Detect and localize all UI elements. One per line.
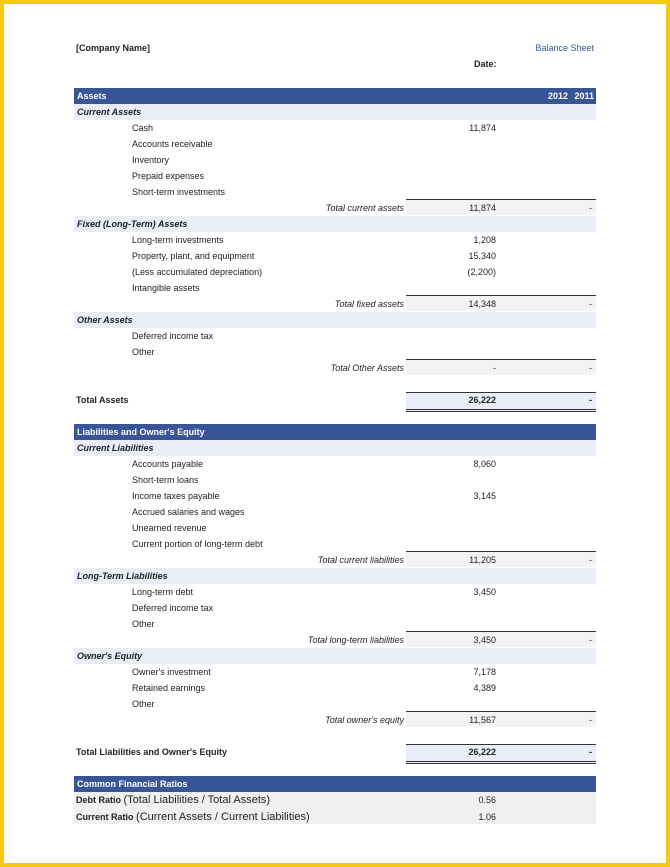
ratio-formula: (Total Liabilities / Total Assets) — [123, 794, 271, 806]
current-assets-section — [74, 104, 596, 120]
row-value-2012: 7,178 — [473, 667, 496, 677]
row-label: Cash — [132, 123, 154, 133]
assets-header-bar — [74, 88, 596, 104]
total-assets-2011: - — [589, 395, 592, 405]
row-value-2012: 8,060 — [473, 459, 496, 469]
total-value-2012: - — [493, 363, 496, 373]
liabilities-header-bar — [74, 424, 596, 440]
ratio-value: 1.06 — [478, 812, 496, 822]
total-liabilities-equity-label: Total Liabilities and Owner's Equity — [76, 747, 227, 757]
year-2012-header: 2012 — [547, 91, 568, 101]
row-label: Retained earnings — [132, 683, 206, 693]
section-title: Current Assets — [77, 107, 142, 117]
row-label: Long-term investments — [132, 235, 224, 245]
year-2011-header: 2011 — [574, 91, 594, 101]
fixed-assets-section — [74, 216, 596, 232]
long-term-liabilities-section — [74, 568, 596, 584]
row-label: Income taxes payable — [132, 491, 220, 501]
row-label: Accounts receivable — [132, 139, 213, 149]
current-liabilities-section — [74, 440, 596, 456]
section-title: Other Assets — [77, 315, 133, 325]
company-name: [Company Name] — [76, 43, 151, 53]
total-label: Total current assets — [325, 203, 404, 213]
row-label: Long-term debt — [132, 587, 194, 597]
row-label: Owner's investment — [132, 667, 211, 677]
total-liabilities-equity-2011: - — [589, 747, 592, 757]
total-label: Total long-term liabilities — [307, 635, 404, 645]
total-value-2011: - — [589, 299, 592, 309]
total-value-2011: - — [589, 555, 592, 565]
total-assets-2012: 26,222 — [468, 395, 496, 405]
row-label: Other — [132, 347, 155, 357]
row-value-2012: (2,200) — [467, 267, 496, 277]
total-value-2011: - — [589, 635, 592, 645]
total-value-2011: - — [589, 203, 592, 213]
total-value-2011: - — [589, 715, 592, 725]
total-label: Total fixed assets — [334, 299, 404, 309]
total-assets-label: Total Assets — [76, 395, 129, 405]
other-assets-section — [74, 312, 596, 328]
owners-equity-section — [74, 648, 596, 664]
total-value-2011: - — [589, 363, 592, 373]
total-label: Total Other Assets — [330, 363, 404, 373]
liabilities-header: Liabilities and Owner's Equity — [77, 427, 205, 437]
section-title: Owner's Equity — [77, 651, 143, 661]
row-value-2012: 3,145 — [473, 491, 496, 501]
total-label: Total current liabilities — [317, 555, 404, 565]
document-title: Balance Sheet — [535, 43, 594, 53]
total-value-2012: 11,567 — [469, 715, 496, 725]
ratio-row — [76, 810, 310, 824]
ratio-row — [76, 793, 270, 807]
row-label: Current portion of long-term debt — [132, 539, 263, 549]
row-label: Other — [132, 619, 155, 629]
total-value-2012: 14,348 — [468, 299, 496, 309]
row-label: Other — [132, 699, 155, 709]
total-label: Total owner's equity — [325, 715, 404, 725]
assets-header: Assets — [77, 91, 107, 101]
ratio-formula: (Current Assets / Current Liabilities) — [136, 811, 310, 823]
section-title: Fixed (Long-Term) Assets — [77, 219, 188, 229]
row-value-2012: 11,874 — [469, 123, 496, 133]
total-value-2012: 11,874 — [469, 203, 496, 213]
ratio-name: Current Ratio — [76, 812, 134, 822]
ratio-name: Debt Ratio — [76, 795, 121, 805]
row-label: Short-term loans — [132, 475, 199, 485]
section-title: Long-Term Liabilities — [77, 571, 168, 581]
row-label: (Less accumulated depreciation) — [132, 267, 263, 277]
row-label: Deferred income tax — [132, 603, 214, 613]
row-label: Accounts payable — [132, 459, 204, 469]
row-label: Inventory — [132, 155, 170, 165]
ratios-header-bar — [74, 776, 596, 792]
row-label: Accrued salaries and wages — [132, 507, 245, 517]
date-label: Date: — [474, 59, 497, 69]
total-value-2012: 3,450 — [473, 635, 496, 645]
row-value-2012: 4,389 — [473, 683, 496, 693]
row-value-2012: 1,208 — [473, 235, 496, 245]
section-title: Current Liabilities — [77, 443, 154, 453]
total-liabilities-equity-2012: 26,222 — [468, 747, 496, 757]
row-value-2012: 15,340 — [468, 251, 496, 261]
balance-sheet-page — [4, 4, 666, 863]
total-value-2012: 11,205 — [469, 555, 496, 565]
row-label: Deferred income tax — [132, 331, 214, 341]
ratio-value: 0.56 — [478, 795, 496, 805]
row-label: Property, plant, and equipment — [132, 251, 255, 261]
row-value-2012: 3,450 — [473, 587, 496, 597]
row-label: Intangible assets — [132, 283, 200, 293]
row-label: Prepaid expenses — [132, 171, 205, 181]
row-label: Unearned revenue — [132, 523, 207, 533]
row-label: Short-term investments — [132, 187, 226, 197]
ratios-header: Common Financial Ratios — [77, 779, 188, 789]
